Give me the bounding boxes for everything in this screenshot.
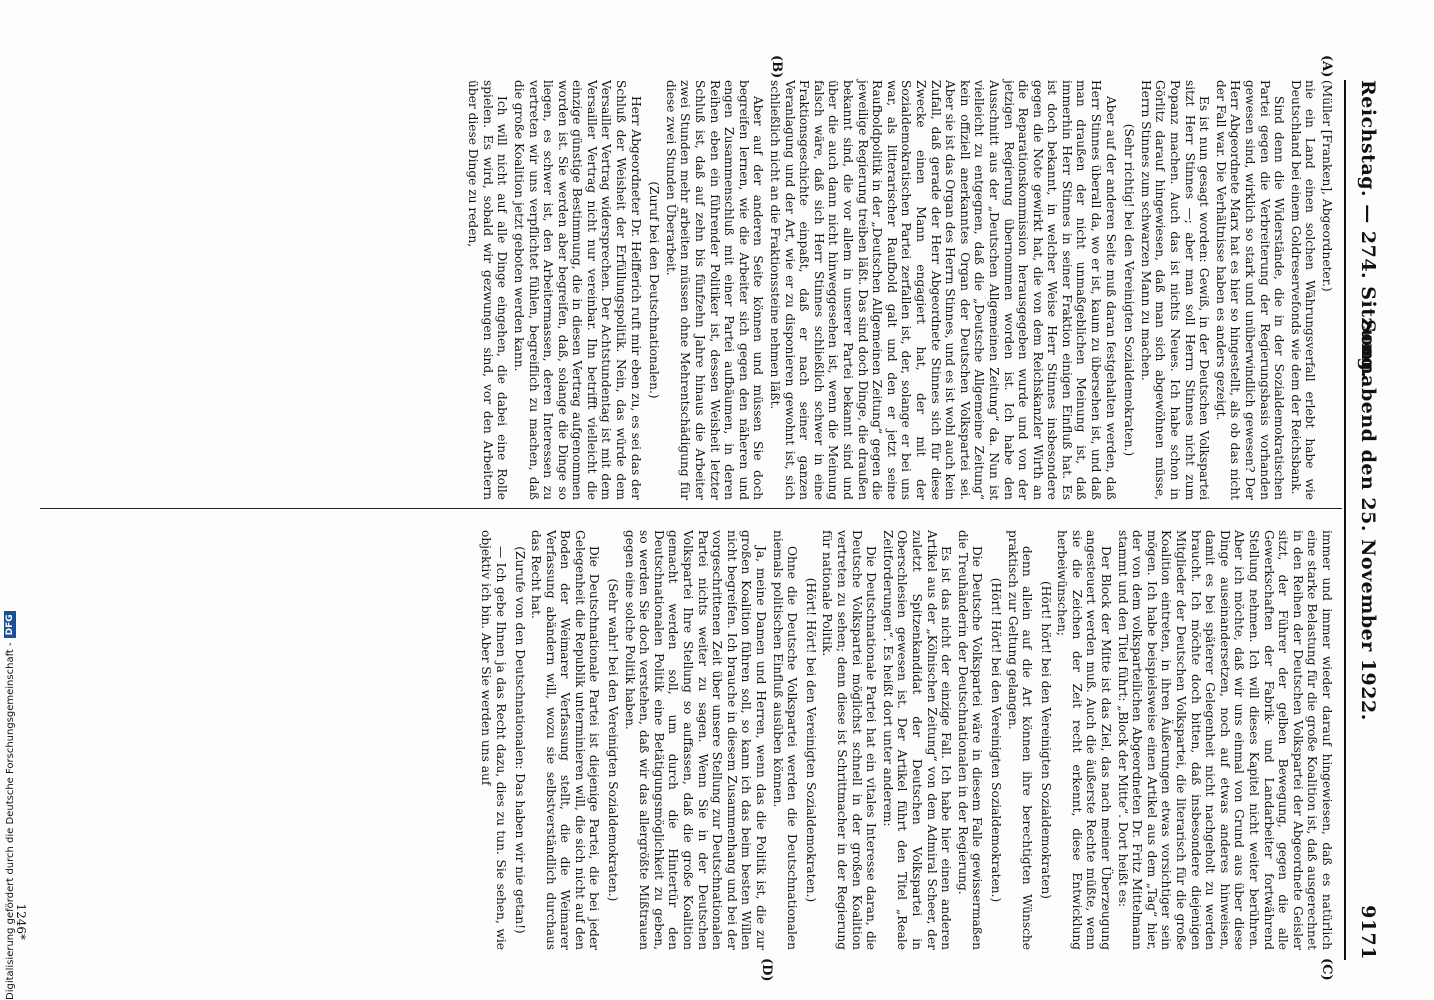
text-paragraph: Ja, meine Damen und Herren, wenn das die Politik ist, die zur großen Koalition führen soll, so kann ich das beim besten Willen nicht begreifen. Ich brauche in diesem Zusammenhang und bei der vorgeschrittenen Zeit über unsere Stellung zur Deutschnationalen Partei nichts weiter zu sagen. Wenn Sie in der Deutschen Volkspartei Ihre Stellung so auffassen, daß die große Koalition gemacht werden soll, um durch die Hintertür den Deutschnationalen Politik eine Betätigungsmöglichkeit zu geben, so werden Sie doch verstehen, daß wir das allergrößte Mißtrauen gegen eine solche Politik haben. [622,530,769,950]
interjection-paragraph: (Sehr richtig! bei den Vereinigten Sozialdemokraten.) [1122,123,1137,457]
footer-sheet-number: 1246* [14,903,28,940]
header-date: Sonnabend den 25. November 1922. [1357,319,1379,721]
text-paragraph: Die Deutschnationale Partei hat ein vitales Interesse daran, die Deutsche Volkspartei möglichst schnell in der großen Koalition vertreten zu sehen; denn diese ist Schrittmacher in der Regierung für nationale Politik. [820,530,879,950]
text-paragraph: Aber auf der anderen Seite muß daran festgehalten werden, daß Herr Stinnes überall da, wo er ist, kaum zu übersehen ist, und daß man draußen der nicht unmaßgeblichen Meinung ist, daß immerhin Herr Stinnes in seiner Fraktion einigen Einfluß hat. Es ist doch bekannt, in welcher Weise Herr Stinnes insbesondere gegen die Note gewirkt hat, die von dem Reichskanzler Wirth an die Reparationskommission herausgegeben wurde und von der jetzigen Regierung übernommen worden ist. Ich habe den Ausschnitt aus der „Deutschen Allgemeinen Zeitung“ da. Nun ist vielleicht zu entgegnen, daß die „Deutsche Allgemeine Zeitung“ kein offiziell anerkanntes Organ der Deutschen Volkspartei sei. Aber sie ist das Organ des Herrn Stinnes, und es ist wohl auch kein Zufall, daß gerade der Herr Abgeordnete Stinnes sich für diese Zwecke einen Mann engagiert hat, der mit der Sozialdemokratischen Partei zerfallen ist, der, solange er bei uns war, als litterarischer Raufbold galt und den er jetzt seine Raufboldpolitik in der „Deutschen Allgemeinen Zeitung“ gegen die jeweilige Regierung treiben läßt. Das sind doch Dinge, die draußen bekannt sind, die vor allem in unserer Partei bekannt sind und über die auch dann nicht hinweggesehen ist, wenn die Meinung falsch wäre, daß sich Herr Stinnes schließlich schwer in eine Fraktionsgeschichte einpaßt, daß er nach seiner ganzen Veranlagung und der Art, wie er zu disponieren gewohnt ist, sich schließlich nicht an die Fraktionssteine nehmen läßt. [768,80,1118,500]
digitization-credit-text: Digitalisierung gefördert durch die Deutsche Forschungsgemeinschaft - [4,642,16,1000]
margin-marker-b: (B) [769,55,784,79]
right-text-column [477,530,1334,950]
left-text-column [464,80,1334,500]
text-paragraph: Es ist das nicht der einzige Fall. Ich habe hier einen anderen Artikel aus der „Kölnischen Zeitung“ von dem Admiral Scheer, der zuletzt Spitzenkandidat der Deutschen Volkspartei in Oberschlesien gewesen ist. Der Artikel führt den Titel „Reale Zeitforderungen“. Es heißt dort unter anderem: [880,530,954,950]
header-page-number: 9171 [1357,905,1379,960]
text-paragraph: nie ein Land einen solchen Währungsverfall erlebt habe wie Deutschland bei einem Goldreservefonds wie dem der Reichsbank. [1288,80,1318,500]
text-paragraph: — Ich gebe Ihnen ja das Recht dazu, dies zu tun. Sie sehen, wie objektiv ich bin. Aber Sie werden uns auf [479,530,508,950]
margin-marker-c: (C) [1319,958,1334,981]
header-rule [1344,80,1346,960]
margin-marker-d: (D) [759,958,774,982]
margin-marker-a: (A) [1319,55,1334,78]
interjection-paragraph: (Hört! Hört! bei den Vereinigten Sozialdemokraten.) [988,577,1003,903]
text-paragraph: Ich will nicht auf alle Dinge eingehen, die dabei eine Rolle spielen. Es wird, sobald wir gezwungen sind, vor den Arbeitern über diese Dinge zu reden, [466,80,510,500]
text-paragraph: Aber auf der anderen Seite können und müssen Sie doch begreifen lernen, wie die Arbeiter sich gegen den näheren und engen Zusammenschluß mit einer Partei aufbäumen, in deren Reihen eben ein führender Politiker ist, dessen Weisheit letzter Schluß ist, daß auf zehn bis fünfzehn Jahre hinaus die Arbeiter zwei Stunden mehr arbeiten müssen ohne Mehrentschädigung für diese zwei Stunden Überarbeit. [663,80,766,500]
text-paragraph: Ohne die Deutsche Volkspartei werden die Deutschnationalen niemals politischen Einfluß ausüben können. [770,530,800,950]
text-paragraph: Es ist nun gesagt worden: Gewiß, in der Deutschen Volkspartei sitzt Herr Stinnes —; aber man soll Herrn Stinnes nicht zum Popanz machen. Auch das ist nichts Neues. Ich habe schon in Görlitz darauf hingewiesen, daß man sich abgewöhnen müsse, Herrn Stinnes zum schwarzen Mann zu machen. [1138,80,1212,500]
interjection-paragraph: (Zuruf bei den Deutschnationalen.) [647,181,662,399]
text-paragraph: Die Deutsche Volkspartei wäre in diesem Falle gewissermaßen die Treuhänderin der Deutschnationalen in der Regierung. [955,530,985,950]
page-header [1349,80,1379,960]
text-paragraph: Herr Abgeordneter Dr. Helfferich ruft mir eben zu, es sei das der Schluß der Weisheit der Erfüllungspolitik. Nein, das würde dem Versailler Vertrag widersprechen. Der Achtstundentag ist mit dem Versailler Vertrag nicht nur vereinbar. Ihn betrifft vielleicht die einzige günstige Bestimmung, die in diesen Vertrag aufgenommen worden ist. Sie werden aber begreifen, daß, solange die Dinge so liegen, es schwer ist, den Arbeitermassen, deren Interessen zu vertreten wir uns verpflichtet fühlen, begreiflich zu machen, daß die große Koalition jetzt geboten werden kann. [511,80,643,500]
column-divider [40,508,1342,509]
text-paragraph: (Müller [Franken], Abgeordneter.) [1320,80,1334,292]
header-session-title: Reichstag. — 274. Sitzung. [1357,80,1379,379]
text-paragraph: immer und immer wieder darauf hingewiesen, daß es natürlich eine starke Belastung für die große Koalition ist, daß ausgerechnet in den Reihen der Deutschen Volkspartei der Abgeordnete Geisler sitzt, der Führer der gelben Bewegung, gegen die alle Gewerkschaften der Fabrik- und Landarbeiter fortwährend Stellung nehmen. Ich will dieses Kapitel nicht weiter berühren. Aber ich möchte, daß wir uns einmal von Grund aus über diese Dinge auseinandersetzen, noch auf etwas anderes hinweisen, damit es bei späterer Gelegenheit nicht nachgeholt zu werden braucht. Ich möchte doch bitten, daß insbesondere diejenigen Mitglieder der Deutschen Volkspartei, die literarisch für die große Koalition eintreten, in ihren Äußerungen etwas vorsichtiger sein mögen. Ich habe beispielsweise einen Artikel aus dem „Tag“ hier, der von dem volksparteilichen Abgeordneten Dr. Fritz Mittelmann stammt und den Titel führt: „Block der Mitte“. Dort heißt es: [1115,530,1334,950]
text-paragraph: Die Deutschnationale Partei ist diejenige Partei, die bei jeder Gelegenheit die Republik unterminieren will, die sich nicht auf den Boden der Weimarer Verfassung stellt, die die Weimarer Verfassung abändern will, wozu sie selbstverständlich durchaus das Recht hat. [529,530,602,950]
text-paragraph: denn allein auf die Art können ihre berechtigten Wünsche praktisch zur Geltung gelangen. [1005,530,1035,950]
interjection-paragraph: (Sehr wahr! bei den Vereinigten Sozialdemokraten.) [606,578,621,902]
text-paragraph: Sind denn die Widerstände, die in der Sozialdemokratischen Partei gegen die Verbreiterung der Regierungsbasis vorhanden gewesen sind, wirklich so stark und unüberwindlich gewesen? Der Herr Abgeordnete Marx hat es hier so hingestellt, als ob das nicht der Fall war. Die Verhältnisse haben es anders gezeigt. [1213,80,1287,500]
digitization-credit [4,600,20,1000]
interjection-paragraph: (Hört! Hört! bei den Vereinigten Sozialdemokraten.) [803,577,818,903]
interjection-paragraph: (Hört! hört! bei den Vereinigten Sozialdemokraten) [1038,581,1053,899]
text-paragraph: Der Block der Mitte ist das Ziel, das nach meiner Überzeugung angesteuert werden muß. Auch die äußerste Rechte müßte, wenn sie die Zeichen der Zeit recht erkennt, diese Entwicklung herbeiwünschen; [1055,530,1114,950]
interjection-paragraph: (Zurufe von den Deutschnationalen: Das haben wir nie getan!) [512,546,527,934]
dfg-logo: DFG [4,611,16,638]
